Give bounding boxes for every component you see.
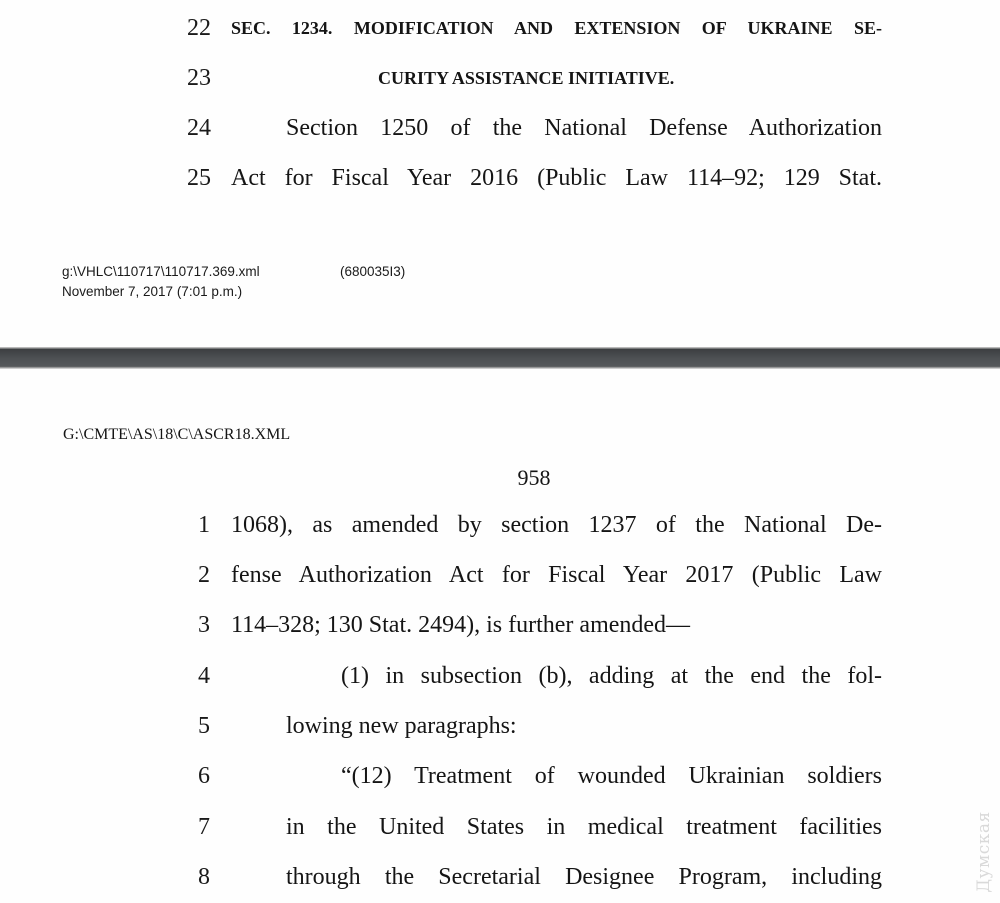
line-text: (1) in subsection (b), adding at the end the fol- <box>341 663 882 689</box>
header-file-path: G:\CMTE\AS\18\C\ASCR18.XML <box>63 426 291 443</box>
document-page-bottom <box>0 369 1000 903</box>
page-number: 958 <box>517 465 551 490</box>
page-divider <box>0 347 1000 369</box>
line-number: 3 <box>198 612 210 638</box>
line-number: 5 <box>198 713 210 739</box>
line-text: 1068), as amended by section 1237 of the National De- <box>231 512 882 538</box>
line-number: 22 <box>187 15 211 41</box>
document-line <box>0 58 1000 98</box>
document-line <box>0 605 1000 645</box>
document-line <box>0 8 1000 48</box>
line-number: 25 <box>187 165 211 191</box>
line-number: 23 <box>187 65 211 91</box>
document-line <box>0 158 1000 198</box>
line-number: 24 <box>187 115 211 141</box>
line-text: 114–328; 130 Stat. 2494), is further amended— <box>231 612 691 638</box>
line-text: “(12) Treatment of wounded Ukrainian soldiers <box>341 763 882 789</box>
document-line <box>0 706 1000 746</box>
line-text: in the United States in medical treatment facilities <box>286 814 882 840</box>
watermark-text: Думская <box>974 811 994 893</box>
document-line <box>0 807 1000 847</box>
line-number: 4 <box>198 663 210 689</box>
section-heading-continued: CURITY ASSISTANCE INITIATIVE. <box>378 68 675 88</box>
document-line <box>0 756 1000 796</box>
line-text: lowing new paragraphs: <box>286 713 517 739</box>
footer-file-path: g:\VHLC\110717\110717.369.xml <box>62 264 260 279</box>
line-number: 2 <box>198 562 210 588</box>
line-text: through the Secretarial Designee Program, including <box>286 864 882 890</box>
line-text: fense Authorization Act for Fiscal Year 2017 (Public Law <box>231 562 882 588</box>
footer-timestamp: November 7, 2017 (7:01 p.m.) <box>62 284 243 299</box>
document-line <box>0 857 1000 897</box>
line-number: 6 <box>198 763 210 789</box>
line-number: 8 <box>198 864 210 890</box>
document-line <box>0 108 1000 148</box>
line-text: Section 1250 of the National Defense Authorization <box>286 115 882 141</box>
document-line <box>0 555 1000 595</box>
section-heading: SEC. 1234. MODIFICATION AND EXTENSION OF UKRAINE SE- <box>231 18 882 38</box>
line-text: Act for Fiscal Year 2016 (Public Law 114–92; 129 Stat. <box>231 165 882 191</box>
footer-doc-id: (680035I3) <box>340 264 406 279</box>
line-number: 1 <box>198 512 210 538</box>
document-page-top <box>0 0 1000 347</box>
document-line <box>0 505 1000 545</box>
document-line <box>0 656 1000 696</box>
line-number: 7 <box>198 814 210 840</box>
